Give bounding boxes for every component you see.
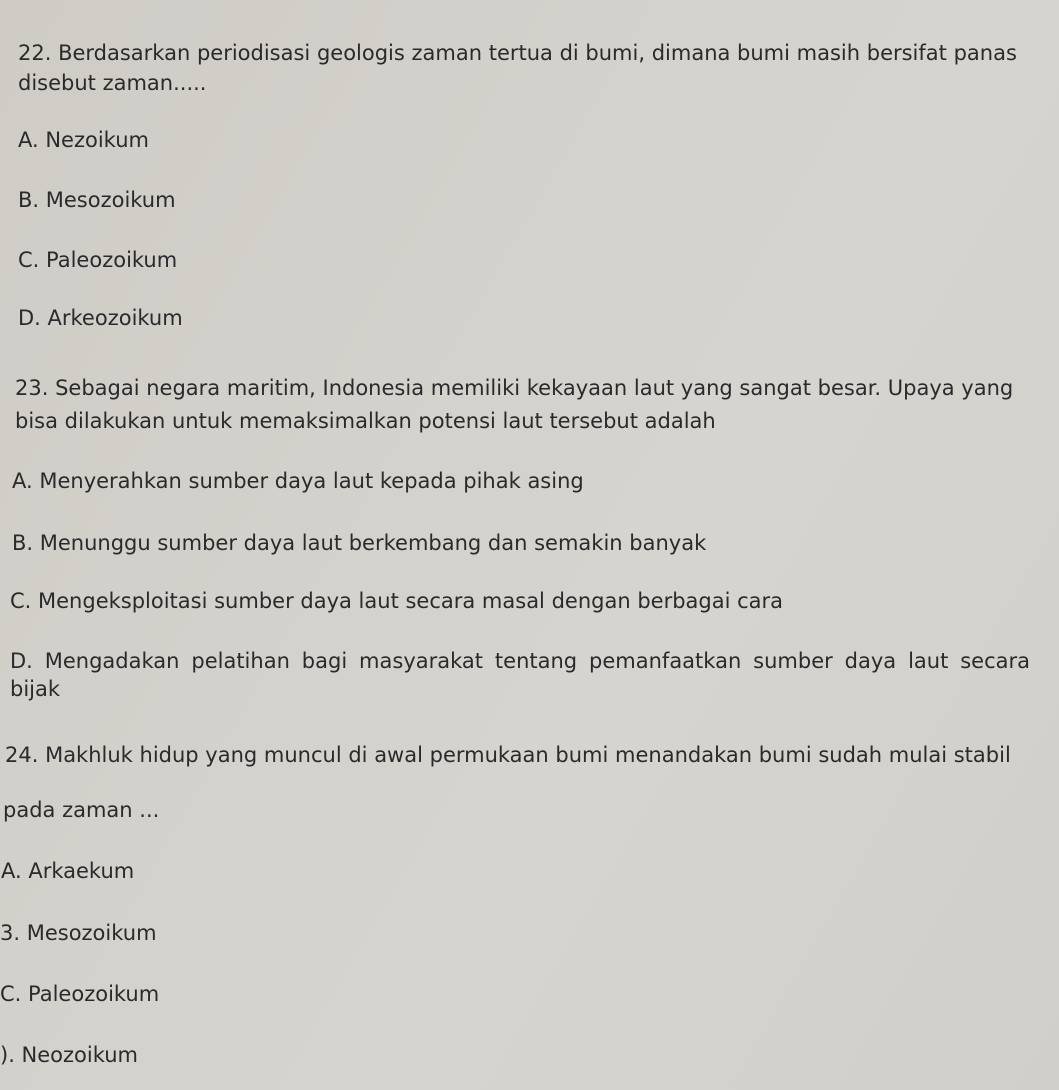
question-22-option-d: D. Arkeozoikum: [18, 306, 183, 330]
question-23-option-a: A. Menyerahkan sumber daya laut kepada pihak asing: [12, 469, 584, 493]
question-24-option-d: ). Neozoikum: [0, 1043, 139, 1067]
question-23-text-line-1: 23. Sebagai negara maritim, Indonesia memiliki kekayaan laut yang sangat besar. Upaya yang: [15, 376, 1014, 400]
question-24-option-a: A. Arkaekum: [1, 859, 135, 883]
question-22-option-c: C. Paleozoikum: [18, 248, 178, 272]
question-22-text-line-1: 22. Berdasarkan periodisasi geologis zaman tertua di bumi, dimana bumi masih bersifat panas: [18, 41, 1017, 65]
question-23-option-c: C. Mengeksploitasi sumber daya laut secara masal dengan berbagai cara: [10, 589, 784, 613]
question-24-option-c: C. Paleozoikum: [0, 982, 160, 1006]
question-22-option-b: B. Mesozoikum: [18, 188, 176, 212]
question-23-option-d: D. Mengadakan pelatihan bagi masyarakat tentang pemanfaatkan sumber daya laut secara: [10, 649, 1030, 673]
question-22-text-line-2: disebut zaman.....: [18, 71, 207, 95]
question-24-text-line-2: pada zaman ...: [3, 798, 160, 822]
question-23-text-line-2: bisa dilakukan untuk memaksimalkan potensi laut tersebut adalah: [15, 409, 716, 433]
question-23-option-b: B. Menunggu sumber daya laut berkembang dan semakin banyak: [12, 531, 707, 555]
question-24-text-line-1: 24. Makhluk hidup yang muncul di awal permukaan bumi menandakan bumi sudah mulai stabil: [5, 743, 1011, 767]
question-24-option-b: 3. Mesozoikum: [0, 921, 157, 945]
question-22-option-a: A. Nezoikum: [18, 128, 149, 152]
question-23-option-d-line-2: bijak: [10, 677, 61, 701]
